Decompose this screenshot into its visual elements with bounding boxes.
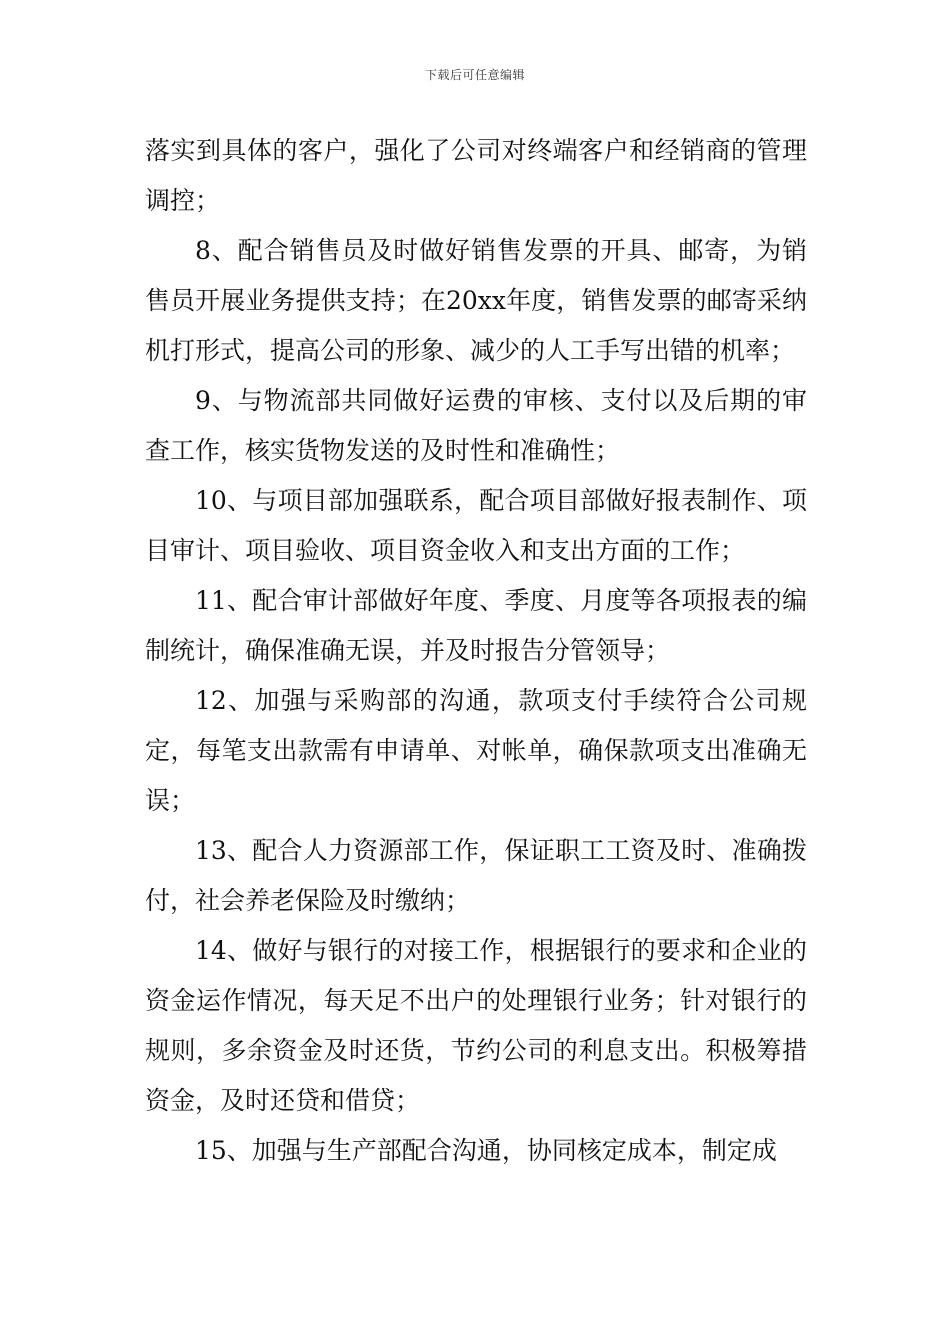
- paragraph: 12、加强与采购部的沟通，款项支付手续符合公司规定，每笔支出款需有申请单、对帐单，确保款项支出准确无误；: [145, 686, 807, 815]
- paragraph: 8、配合销售员及时做好销售发票的开具、邮寄，为销售员开展业务提供支持；在20xx年度，销售发票的邮寄采纳机打形式，提高公司的形象、减少的人工手写出错的机率；: [145, 236, 807, 365]
- document-body: [145, 126, 807, 1176]
- paragraph: 15、加强与生产部配合沟通，协同核定成本，制定成: [195, 1136, 777, 1165]
- paragraph: 11、配合审计部做好年度、季度、月度等各项报表的编制统计，确保准确无误，并及时报告分管领导；: [145, 586, 807, 665]
- paragraph: 13、配合人力资源部工作，保证职工工资及时、准确拨付，社会养老保险及时缴纳；: [145, 836, 807, 915]
- paragraph: 落实到具体的客户，强化了公司对终端客户和经销商的管理调控；: [145, 136, 807, 215]
- header-note: 下载后可任意编辑: [424, 68, 525, 82]
- paragraph: 14、做好与银行的对接工作，根据银行的要求和企业的资金运作情况，每天足不出户的处理银行业务；针对银行的规则，多余资金及时还货，节约公司的利息支出。积极筹措资金，及时还贷和借贷；: [145, 936, 807, 1115]
- paragraph: 10、与项目部加强联系，配合项目部做好报表制作、项目审计、项目验收、项目资金收入和支出方面的工作；: [145, 486, 807, 565]
- paragraph: 9、与物流部共同做好运费的审核、支付以及后期的审查工作，核实货物发送的及时性和准确性；: [145, 386, 807, 465]
